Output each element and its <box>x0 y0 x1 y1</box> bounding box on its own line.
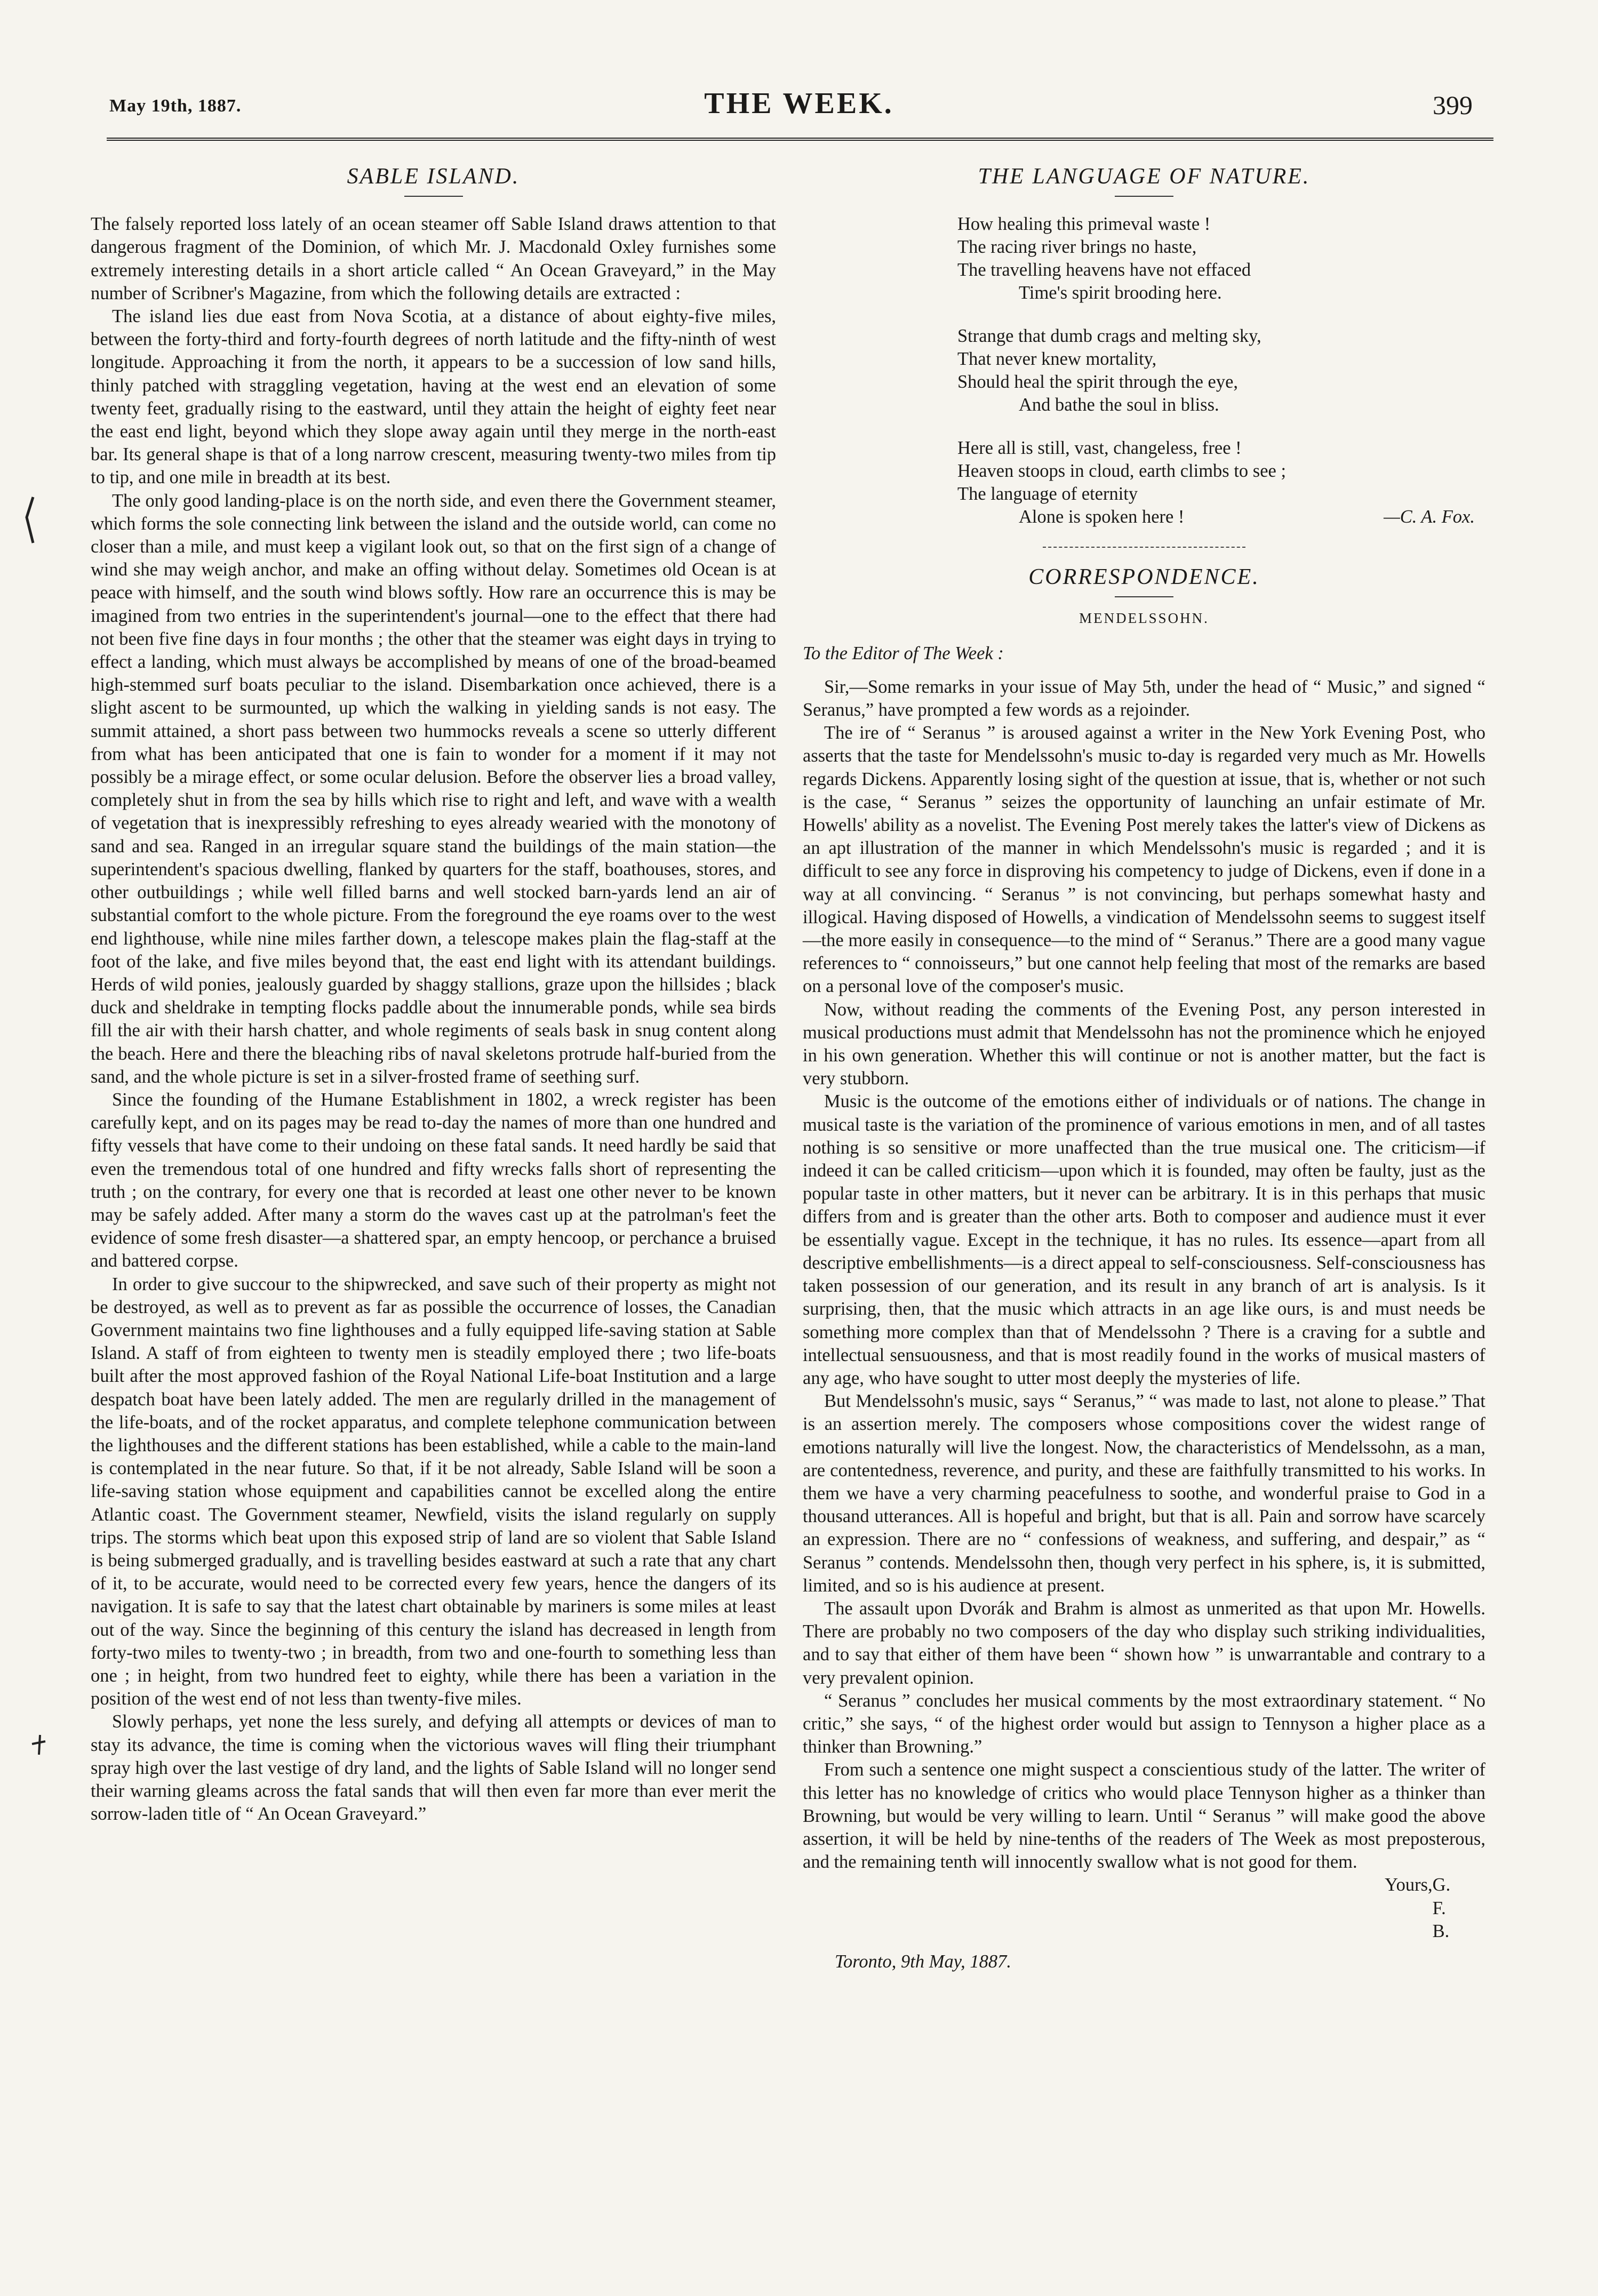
heading-rule <box>1115 596 1173 597</box>
margin-tick-mark <box>29 1731 51 1757</box>
margin-bracket-mark <box>21 496 37 544</box>
heading-rule <box>404 196 463 197</box>
poem-heading: THE LANGUAGE OF NATURE. <box>978 164 1311 189</box>
signature-spacer <box>803 1874 979 1943</box>
letter-paragraph: Now, without reading the comments of the Evening Post, any person interested in musical productions must admit that Mendelssohn has not the prominence which he enjoyed in his own generation. Whether this will continue or not is another matter, but the fact is very stubborn. <box>803 999 1485 1089</box>
article-paragraph: The only good landing-place is on the north side, and even there the Government steamer, which forms the sole connecting link between the island and the outside world, can come no closer than a mile, and must keep a vigilant look out, so that on the first sign of a change of wind she may weigh anchor, and make an offing without delay. Sometimes old Ocean is at peace with himself, and the south wind blows softly. How rare an occurrence this is may be imagined from two entries in the superintendent's journal—one to the effect that there had not been five fine days in four months ; the other that the steamer was eight days in trying to effect a landing, which must always be accomplished by means of one of the broad-beamed high-stemmed surf boats peculiar to the island. Disembarkation once achieved, there is a slight ascent to be surmounted, up which the walking in yielding sands is not easy. The summit attained, a short pass between two hummocks reveals a scene so utterly different from what has been anticipated that one is fain to wonder for a moment if it may not possibly be a mirage effect, or some ocular delusion. Before the observer lies a broad valley, completely shut in from the sea by hills which rise to right and left, and wave with a wealth of vegetation that is inexpressibly refreshing to eyes already wearied with the monotony of sand and sea. Ranged in an irregular square stand the buildings of the main station—the superintendent's spacious dwelling, flanked by quarters for the staff, boathouses, stores, and other outbuildings ; while well filled barns and well stocked barn-yards lend an air of substantial comfort to the whole picture. From the foreground the eye roams over to the west end lighthouse, while nine miles farther down, a telescope makes plain the flag-staff at the foot of the lake, and five miles beyond that, the east end light with its attendant buildings. Herds of wild ponies, jealously guarded by shaggy stallions, graze upon the hillsides ; black duck and sheldrake in tempting flocks paddle about the innumerable ponds, while sea birds fill the air with their harsh chatter, and whole regiments of seals bask in snug content along the beach. Here and there the bleaching ribs of naval skeletons protrude half-buried from the sand, and the whole picture is set in a silver-frosted frame of seething surf. <box>91 490 776 1087</box>
poem-stanza <box>957 437 1485 529</box>
poem-line: The language of eternity <box>957 484 1138 505</box>
poem-line: And bathe the soul in bliss. <box>1019 395 1219 415</box>
letter-paragraph: From such a sentence one might suspect a conscientious study of the latter. The writer of this letter has no knowledge of critics who would place Tennyson higher as a thinker than Browning, but would be very willing to learn. Until “ Seranus ” will make good the above assertion, it will be held by nine-tenths of the readers of The Week as most preposterous, and the remaining tenth will innocently swallow what is not good for them. <box>803 1759 1485 1873</box>
article-paragraph: The island lies due east from Nova Scotia, at a distance of about eighty-five miles, between the forty-third and forty-fourth degrees of north latitude and the fifty-ninth of west longitude. Approaching it from the north, it appears to be a succession of low sand hills, thinly patched with straggling vegetation, having at the west end an elevation of some twenty feet, gradually rising to the eastward, until they attain the height of eighty feet near the east end light, beyond which they slope away again until they merge in the north-east bar. Its general shape is that of a long narrow crescent, measuring twenty-two miles from tip to tip, and one mile in breadth at its best. <box>91 306 776 488</box>
poem-author: —C. A. Fox. <box>1384 507 1475 527</box>
article-paragraph: Since the founding of the Humane Establishment in 1802, a wreck register has been carefully kept, and on its pages may be read to-day the names of more than one hundred and fifty vessels that have come to their undoing on these fatal sands. It need hardly be said that even the tremendous total of one hundred and fifty wrecks falls short of representing the truth ; on the contrary, for every one that is recorded at least one other never to be known may be safely added. After many a storm do the waves cast up at the patrolman's feet the evidence of some fresh disaster—a shattered spar, an empty hencoop, or perchance a bruised and battered corpse. <box>91 1089 776 1271</box>
right-column <box>803 155 1485 1973</box>
poem-stanza <box>957 213 1485 305</box>
poem-line: Time's spirit brooding here. <box>1019 283 1222 303</box>
left-column <box>91 155 776 1826</box>
letter-paragraph: The ire of “ Seranus ” is aroused against a writer in the New York Evening Post, who asserts that the taste for Mendelssohn's music to-day is regarded very much as Mr. Howells regards Dickens. Apparently losing sight of the question at issue, that is, whether or not such is the case, “ Seranus ” seizes the opportunity of launching an unfair estimate of Mr. Howells' ability as a novelist. The Evening Post merely takes the latter's view of Dickens as an apt illustration of the manner in which Mendelssohn's music is regarded ; and it is difficult to see any force in disproving his competency to judge of Dickens, even if done in a way at all convincing. “ Seranus ” is not convincing, but perhaps somewhat hasty and illogical. Having disposed of Howells, a vindication of Mendelssohn seems to suggest itself—the more easily in consequence—to the mind of “ Seranus.” There are a good many vague references to “ connoisseurs,” but one cannot help feeling that most of the remarks are based on a personal love of the composer's music. <box>803 723 1485 997</box>
poem-line: Should heal the spirit through the eye, <box>957 372 1239 393</box>
poem-line: Alone is spoken here ! <box>1019 507 1185 527</box>
header-rule <box>107 138 1493 141</box>
poem <box>957 213 1485 529</box>
issue-date: May 19th, 1887. <box>109 96 242 116</box>
letter-place-date: Toronto, 9th May, 1887. <box>835 1951 1011 1972</box>
poem-line-last <box>957 506 1485 529</box>
letter-signature <box>803 1874 1485 1943</box>
article-heading-sable-island: SABLE ISLAND. <box>347 164 520 189</box>
letter-paragraph: But Mendelssohn's music, says “ Seranus,” “ was made to last, not alone to please.” That is an assertion merely. The composers whose compositions cover the widest range of emotions naturally will live the longest. Now, the characteristics of Mendelssohn, as a man, are contentedness, reverence, and purity, and these are faithfully transmitted to his works. In them we have a very charming peacefulness to soothe, and wonderful praise to God in a thousand utterances. All is hopeful and bright, but that is all. Pain and sorrow have scarcely an expression. There are no “ confessions of weakness, and suffering, and despair,” as “ Seranus ” contends. Mendelssohn then, though very perfect in his sphere, is, it is submitted, limited, and so is his audience at present. <box>803 1391 1485 1596</box>
signature-initials: G. F. B. <box>1432 1875 1451 1941</box>
poem-line: The travelling heavens have not effaced <box>957 260 1251 281</box>
letter-paragraph: The assault upon Dvorák and Brahm is almost as unmerited as that upon Mr. Howells. There are probably no two composers of the day who display such striking individualities, and to say that either of them have been “ shown how ” is unwarrantable and contrary to a very prevalent opinion. <box>803 1598 1485 1688</box>
letter-paragraph: “ Seranus ” concludes her musical comments by the most extraordinary statement. “ No critic,” she says, “ of the highest order would but assign to Tennyson a higher place as a thinker than Browning.” <box>803 1690 1485 1757</box>
article-paragraph: The falsely reported loss lately of an ocean steamer off Sable Island draws attention to that dangerous fragment of the Dominion, of which Mr. J. Macdonald Oxley furnishes some extremely interesting details in a short article called “ An Ocean Graveyard,” in the May number of Scribner's Magazine, from which the following details are extracted : <box>91 214 776 303</box>
article-paragraph: In order to give succour to the shipwrecked, and save such of their property as might not be destroyed, as well as to prevent as far as possible the occurrence of losses, the Canadian Government maintains two fine lighthouses and a fully equipped life-saving station at Sable Island. A staff of from eighteen to twenty men is steadily employed there ; two life-boats built after the most approved fashion of the Royal National Life-boat Institution and a large despatch boat have been lately added. The men are regularly drilled in the management of the life-boats, and of the rocket apparatus, and complete telephone communication between the lighthouses and the different stations has been established, while a cable to the main-land is contemplated in the near future. So that, if it be not already, Sable Island will be soon a life-saving station whose equipment and capabilities cannot be excelled along the entire Atlantic coast. The Government steamer, Newfield, visits the island regularly on supply trips. The storms which beat upon this exposed strip of land are so violent that Sable Island is being submerged gradually, and is travelling besides eastward at such a rate that any chart of it, to be accurate, would need to be corrected every few years, hence the dangers of its navigation. It is safe to say that the latest chart obtainable by mariners is some miles at least out of the way. Since the beginning of this century the island has decreased in length from forty-two miles to twenty-two ; in breadth, from two and one-fourth to something less than one ; in height, from two hundred feet to eighty, while there has been a variation in the position of the west end of not less than twenty-five miles. <box>91 1274 776 1709</box>
article-paragraph: Slowly perhaps, yet none the less surely, and defying all attempts or devices of man to stay its advance, the time is coming when the victorious waves will fling their triumphant spray high over the last vestige of dry land, and the lights of Sable Island will no longer send their warning gleams across the fatal sands that will then even far more than ever merit the sorrow-laden title of “ An Ocean Graveyard.” <box>91 1711 776 1825</box>
poem-line: That never knew mortality, <box>957 349 1157 370</box>
journal-title: THE WEEK. <box>704 87 894 120</box>
letter-subject: MENDELSSOHN. <box>1079 610 1209 627</box>
poem-stanza <box>957 325 1485 417</box>
correspondence-heading: CORRESPONDENCE. <box>1028 565 1260 590</box>
section-divider <box>1043 547 1245 548</box>
signature-yours: Yours, <box>1385 1875 1433 1895</box>
poem-line: Heaven stoops in cloud, earth climbs to see ; <box>957 461 1287 482</box>
poem-line: Here all is still, vast, changeless, free ! <box>957 438 1242 459</box>
poem-line: The racing river brings no haste, <box>957 237 1197 258</box>
page-number: 399 <box>1433 90 1473 120</box>
letter-paragraph: Sir,—Some remarks in your issue of May 5th, under the head of “ Music,” and signed “ Seranus,” have prompted a few words as a rejoinder. <box>803 676 1485 721</box>
editor-salutation: To the Editor of The Week : <box>803 643 1004 663</box>
letter-paragraph: Music is the outcome of the emotions either of individuals or of nations. The change in musical taste is the variation of the prominence of various emotions in men, and of all tastes nothing is so sensitive or more unaffected than the true musical one. The criticism—if indeed it can be called criticism—upon which it is founded, may often be faulty, just as the popular taste in other matters, but it never can be arbitrary. It is in this perhaps that music differs from and is greater than the other arts. Both to composer and audience must it ever be essentially vague. Except in the technique, it has no rules. Its essence—apart from all descriptive embellishments—is a direct appeal to self-consciousness. Self-consciousness has taken possession of our generation, and its result in any branch of art is analysis. Is it surprising, then, that the music which attracts in an age like ours, is and must needs be something more complex than that of Mendelssohn ? There is a craving for a subtle and intellectual sensuousness, and that is most readily found in the works of musical masters of any age, who have sought to utter most deeply the mysteries of life. <box>803 1091 1485 1388</box>
poem-line: Strange that dumb crags and melting sky, <box>957 326 1261 347</box>
heading-rule <box>1115 196 1173 197</box>
poem-line: How healing this primeval waste ! <box>957 214 1211 235</box>
